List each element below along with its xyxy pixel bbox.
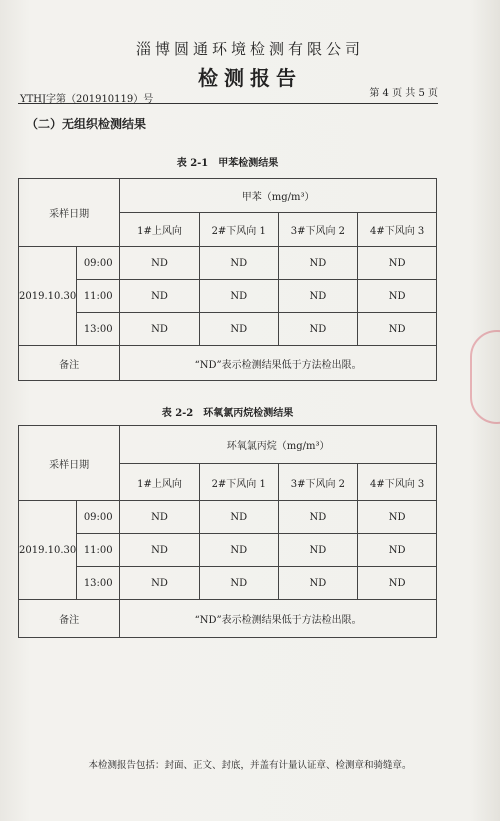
column-header: 3#下风向 2: [278, 464, 358, 501]
result-cell: ND: [358, 534, 437, 567]
sampling-time: 13:00: [77, 313, 120, 346]
report-number: YTHJ字第（201910119）号: [20, 94, 154, 105]
result-cell: ND: [199, 313, 278, 346]
epichlorohydrin-table: [18, 425, 437, 638]
table-row: [19, 567, 437, 600]
result-cell: ND: [120, 534, 200, 567]
sampling-time: 11:00: [77, 534, 120, 567]
column-header: 3#下风向 2: [278, 213, 358, 247]
table-row: [19, 247, 437, 280]
result-cell: ND: [278, 567, 358, 600]
table-caption-2: 表 2-2 环氧氯丙烷检测结果: [161, 408, 294, 419]
company-name: 淄博圆通环境检测有限公司: [135, 40, 364, 58]
section-title: （二）无组织检测结果: [26, 117, 147, 131]
note-label: 备注: [19, 600, 120, 638]
result-cell: ND: [199, 567, 278, 600]
sampling-time: 09:00: [77, 247, 120, 280]
result-cell: ND: [199, 534, 278, 567]
parameter-header: 环氧氯丙烷（mg/m³）: [120, 426, 437, 464]
result-cell: ND: [278, 313, 358, 346]
result-cell: ND: [358, 567, 437, 600]
column-header: 2#下风向 1: [199, 464, 278, 501]
sampling-time: 11:00: [77, 280, 120, 313]
result-cell: ND: [358, 280, 437, 313]
result-cell: ND: [199, 501, 278, 534]
sampling-date: 2019.10.30: [19, 501, 77, 600]
table-row: [19, 534, 437, 567]
result-cell: ND: [120, 313, 200, 346]
note-label: 备注: [19, 346, 120, 381]
result-cell: ND: [358, 313, 437, 346]
result-cell: ND: [278, 501, 358, 534]
column-header: 1#上风向: [120, 213, 200, 247]
result-cell: ND: [358, 501, 437, 534]
column-header: 4#下风向 3: [358, 213, 437, 247]
table-caption-1: 表 2-1 甲苯检测结果: [176, 158, 279, 169]
page-number: 第 4 页 共 5 页: [369, 88, 438, 99]
date-header: 采样日期: [19, 179, 120, 247]
date-header: 采样日期: [19, 426, 120, 501]
seal-stamp: [470, 330, 500, 424]
footer-note: 本检测报告包括：封面、正文、封底，并盖有计量认证章、检测章和骑缝章。: [88, 760, 412, 771]
parameter-header: 甲苯（mg/m³）: [120, 179, 437, 213]
column-header: 4#下风向 3: [358, 464, 437, 501]
table-row: [19, 313, 437, 346]
sampling-time: 13:00: [77, 567, 120, 600]
result-cell: ND: [278, 247, 358, 280]
result-cell: ND: [278, 534, 358, 567]
result-cell: ND: [199, 247, 278, 280]
header-rule: [18, 103, 438, 104]
sampling-time: 09:00: [77, 501, 120, 534]
note-text: “ND”表示检测结果低于方法检出限。: [120, 346, 437, 381]
result-cell: ND: [199, 280, 278, 313]
report-title: 检测报告: [198, 66, 302, 90]
result-cell: ND: [120, 247, 200, 280]
table-row: [19, 501, 437, 534]
result-cell: ND: [358, 247, 437, 280]
result-cell: ND: [120, 567, 200, 600]
sampling-date: 2019.10.30: [19, 247, 77, 346]
column-header: 1#上风向: [120, 464, 200, 501]
toluene-table: [18, 178, 437, 381]
column-header: 2#下风向 1: [199, 213, 278, 247]
table-row: [19, 280, 437, 313]
note-text: “ND”表示检测结果低于方法检出限。: [120, 600, 437, 638]
result-cell: ND: [120, 501, 200, 534]
result-cell: ND: [120, 280, 200, 313]
result-cell: ND: [278, 280, 358, 313]
